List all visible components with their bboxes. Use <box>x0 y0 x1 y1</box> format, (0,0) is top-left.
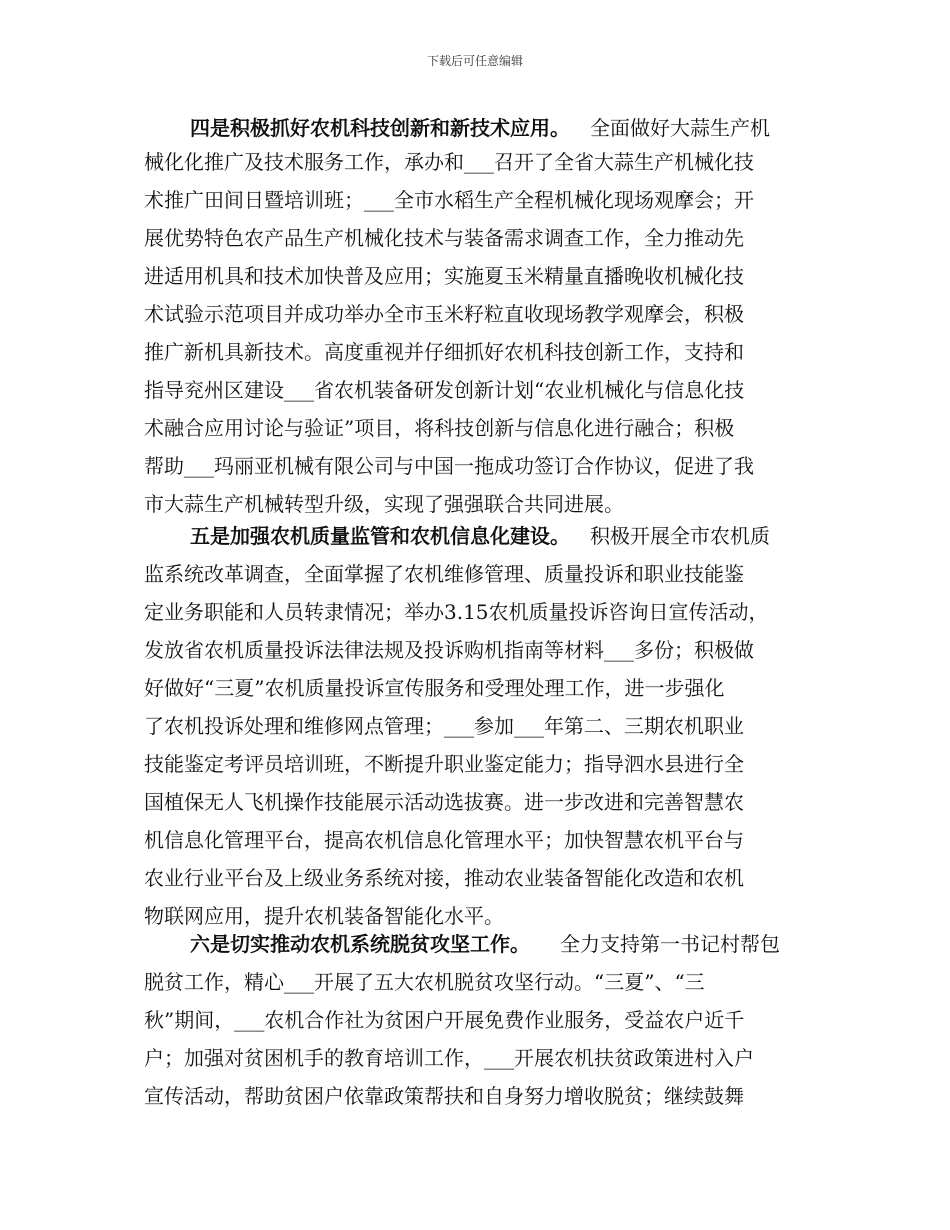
text-line <box>0 787 950 817</box>
text-line <box>0 635 950 665</box>
page-header: 下载后可任意编辑 <box>426 54 523 68</box>
text-line <box>0 825 950 855</box>
text-line-content: 展优势特色农产品生产机械化技术与装备需求调查工作，全力推动先 <box>144 226 744 250</box>
text-line-content: 机信息化管理平台，提高农机信息化管理水平；加快智慧农机平台与 <box>144 828 744 852</box>
text-line <box>0 413 950 443</box>
text-line-content: 推广新机具新技术。高度重视并仔细抓好农机科技创新工作，支持和 <box>144 340 744 364</box>
text-line-content: 农业行业平台及上级业务系统对接，推动农业装备智能化改造和农机 <box>144 866 744 890</box>
text-line-content: 国植保无人飞机操作技能展示活动选拔赛。进一步改进和完善智慧农 <box>144 790 744 814</box>
text-line <box>0 261 950 291</box>
text-line-content: 户；加强对贫困机手的教育培训工作，___开展农机扶贫政策进村入户 <box>144 1046 754 1070</box>
paragraph-heading: 五是加强农机质量监管和农机信息化建设。 <box>190 524 570 548</box>
text-line <box>0 147 950 177</box>
text-line <box>0 967 950 997</box>
text-line-content: 技能鉴定考评员培训班，不断提升职业鉴定能力；指导泗水县进行全 <box>144 752 744 776</box>
text-line <box>0 299 950 329</box>
paragraph-heading: 四是积极抓好农机科技创新和新技术应用。 <box>190 116 570 140</box>
text-line <box>0 375 950 405</box>
text-line-content: 脱贫工作，精心___开展了五大农机脱贫攻坚行动。“三夏”、“三 <box>144 970 705 994</box>
text-line <box>0 863 950 893</box>
text-line <box>0 451 950 481</box>
text-line-tail: 积极开展全市农机质 <box>590 524 770 548</box>
text-line-content: 了农机投诉处理和维修网点管理；___参加___年第二、三期农机职业 <box>144 714 744 738</box>
text-line-tail: 全面做好大蒜生产机 <box>590 116 770 140</box>
text-line <box>0 929 950 959</box>
text-line-content: 宣传活动，帮助贫困户依靠政策帮扶和自身努力增收脱贫；继续鼓舞 <box>144 1084 744 1108</box>
text-line <box>0 901 950 931</box>
text-line <box>0 185 950 215</box>
text-line-content: 术推广田间日暨培训班；___全市水稻生产全程机械化现场观摩会；开 <box>144 188 754 212</box>
text-line <box>0 489 950 519</box>
text-line-content: 市大蒜生产机械转型升级，实现了强强联合共同进展。 <box>144 492 624 516</box>
text-line-content: 好做好“三夏”农机质量投诉宣传服务和受理处理工作，进一步强化 <box>144 676 725 700</box>
text-line-content: 术试验示范项目并成功举办全市玉米籽粒直收现场教学观摩会，积极 <box>144 302 744 326</box>
text-line-content: 术融合应用讨论与验证”项目，将科技创新与信息化进行融合；积极 <box>144 416 735 440</box>
text-line <box>0 223 950 253</box>
text-line-content: 物联网应用，提升农机装备智能化水平。 <box>144 904 504 928</box>
text-line <box>0 521 950 551</box>
text-line <box>0 1005 950 1035</box>
paragraph-heading: 六是切实推动农机系统脱贫攻坚工作。 <box>190 932 530 956</box>
text-line-content: 指导兖州区建设___省农机装备研发创新计划“农业机械化与信息化技 <box>144 378 745 402</box>
text-line-content: 发放省农机质量投诉法律法规及投诉购机指南等材料___多份；积极做 <box>144 638 754 662</box>
text-line <box>0 597 950 627</box>
text-line <box>0 1043 950 1073</box>
text-line <box>0 559 950 589</box>
text-line <box>0 1081 950 1111</box>
text-line <box>0 711 950 741</box>
text-line-content: 进适用机具和技术加快普及应用；实施夏玉米精量直播晚收机械化技 <box>144 264 744 288</box>
text-line-content: 秋”期间，___农机合作社为贫困户开展免费作业服务，受益农户近千 <box>144 1008 745 1032</box>
text-line <box>0 337 950 367</box>
text-line-content: 监系统改革调查，全面掌握了农机维修管理、质量投诉和职业技能鉴 <box>144 562 744 586</box>
text-line-content: 械化化推广及技术服务工作，承办和___召开了全省大蒜生产机械化技 <box>144 150 754 174</box>
text-line-tail: 全力支持第一书记村帮包 <box>560 932 780 956</box>
text-line-content: 帮助___玛丽亚机械有限公司与中国一拖成功签订合作协议，促进了我 <box>144 454 754 478</box>
text-line <box>0 113 950 143</box>
text-line <box>0 673 950 703</box>
text-line-content: 定业务职能和人员转隶情况；举办3.15农机质量投诉咨询日宣传活动， <box>144 600 769 624</box>
text-line <box>0 749 950 779</box>
